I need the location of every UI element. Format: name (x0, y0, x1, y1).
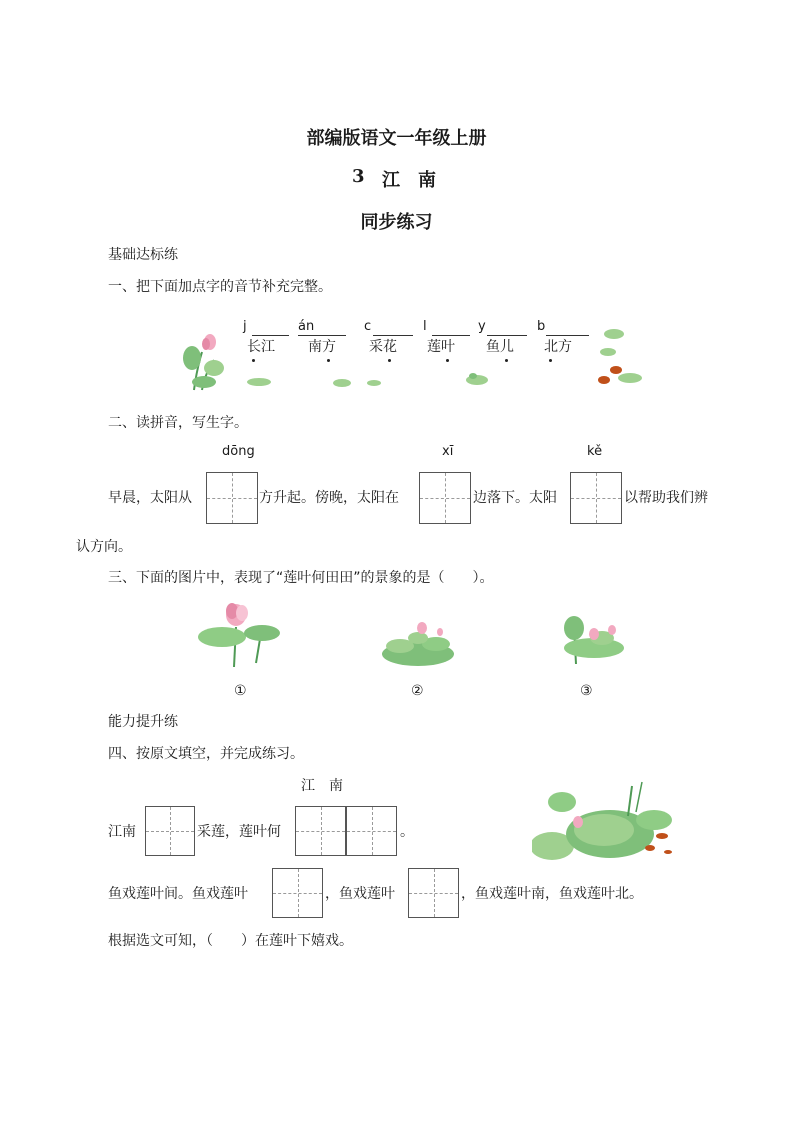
q4-line1-text-3: 。 (400, 824, 414, 840)
q1-answer-blank-6[interactable] (546, 335, 589, 336)
option-1-label[interactable]: ① (234, 683, 247, 699)
q1-word-5: 鱼儿 (486, 339, 514, 355)
q1-answer-blank-4[interactable] (432, 335, 470, 336)
q4-line2-text-1: 鱼戏莲叶间。鱼戏莲叶 (108, 886, 248, 902)
q2-text-1: 早晨，太阳从 (108, 490, 192, 506)
q1-answer-blank-3[interactable] (373, 335, 413, 336)
q3-prompt: 三、下面的图片中，表现了“莲叶何田田”的景象的是（ ）。 (108, 570, 494, 586)
emphasis-dot (446, 359, 449, 362)
lesson-number: 3 (352, 166, 365, 187)
q4-answer-box-2[interactable] (295, 806, 346, 856)
option-3-label[interactable]: ③ (580, 683, 593, 699)
q2-answer-box-2[interactable] (419, 472, 471, 524)
lesson-name: 江 南 (382, 170, 436, 191)
q4-answer-box-1[interactable] (145, 806, 195, 856)
q2-text-5: 认方向。 (76, 539, 132, 555)
page-title: 部编版语文一年级上册 (306, 128, 487, 149)
q1-pinyin-6: b (537, 319, 546, 334)
q1-prompt: 一、把下面加点字的音节补充完整。 (108, 279, 332, 295)
subtitle: 同步练习 (360, 212, 433, 233)
q2-prompt: 二、读拼音，写生字。 (108, 415, 248, 431)
q4-line2-text-2: ，鱼戏莲叶 (325, 886, 395, 902)
emphasis-dot (388, 359, 391, 362)
q4-line2-text-3: ，鱼戏莲叶南，鱼戏莲叶北。 (461, 886, 643, 902)
lily-pad-icon (463, 370, 491, 388)
q2-answer-box-1[interactable] (206, 472, 258, 524)
q1-pinyin-3: c (364, 319, 372, 334)
option-1-lotus-image (194, 597, 286, 669)
fish-illustration (590, 326, 650, 392)
poem-title: 江 南 (301, 778, 343, 794)
option-2-label[interactable]: ② (411, 683, 424, 699)
q1-pinyin-5: y (478, 319, 486, 334)
q1-answer-blank-2[interactable] (298, 335, 346, 336)
q1-word-3: 采花 (369, 339, 397, 355)
q2-pinyin-3: kě (587, 444, 603, 459)
q1-answer-blank-1[interactable] (252, 335, 289, 336)
q4-answer-box-4[interactable] (272, 868, 323, 918)
q4-prompt: 四、按原文填空，并完成练习。 (108, 746, 304, 762)
emphasis-dot (252, 359, 255, 362)
q1-word-4: 莲叶 (427, 339, 455, 355)
poem-lotus-illustration (532, 776, 680, 864)
q2-text-4: 以帮助我们辨 (624, 490, 708, 506)
option-3-lotus-image (550, 612, 630, 670)
q4-line1-text-1: 江南 (108, 824, 136, 840)
emphasis-dot (549, 359, 552, 362)
section-basic-heading: 基础达标练 (108, 247, 178, 263)
lily-pad-icon (364, 378, 384, 388)
emphasis-dot (505, 359, 508, 362)
option-2-lotus-image (378, 618, 460, 670)
q1-pinyin-2: án (298, 319, 315, 334)
q1-answer-blank-5[interactable] (487, 335, 527, 336)
section-advanced-heading: 能力提升练 (108, 714, 178, 730)
q2-text-2: 方升起。傍晚，太阳在 (259, 490, 399, 506)
q1-word-1: 长江 (247, 339, 275, 355)
lily-pad-icon (330, 377, 354, 389)
q4-line1-text-2: 采莲，莲叶何 (197, 824, 281, 840)
q2-answer-box-3[interactable] (570, 472, 622, 524)
q4-question: 根据选文可知，（ ）在莲叶下嬉戏。 (108, 933, 353, 949)
q4-answer-box-5[interactable] (408, 868, 459, 918)
emphasis-dot (327, 359, 330, 362)
lotus-plant-illustration (180, 330, 228, 392)
lily-pad-icon (244, 376, 274, 388)
q1-pinyin-4: l (423, 319, 427, 334)
q1-word-6: 北方 (544, 339, 572, 355)
q2-pinyin-1: dōng (222, 444, 255, 459)
q4-answer-box-3[interactable] (346, 806, 397, 856)
q1-pinyin-1: j (243, 319, 247, 334)
q2-pinyin-2: xī (442, 444, 454, 459)
q1-word-2: 南方 (308, 339, 336, 355)
q2-text-3: 边落下。太阳 (473, 490, 557, 506)
